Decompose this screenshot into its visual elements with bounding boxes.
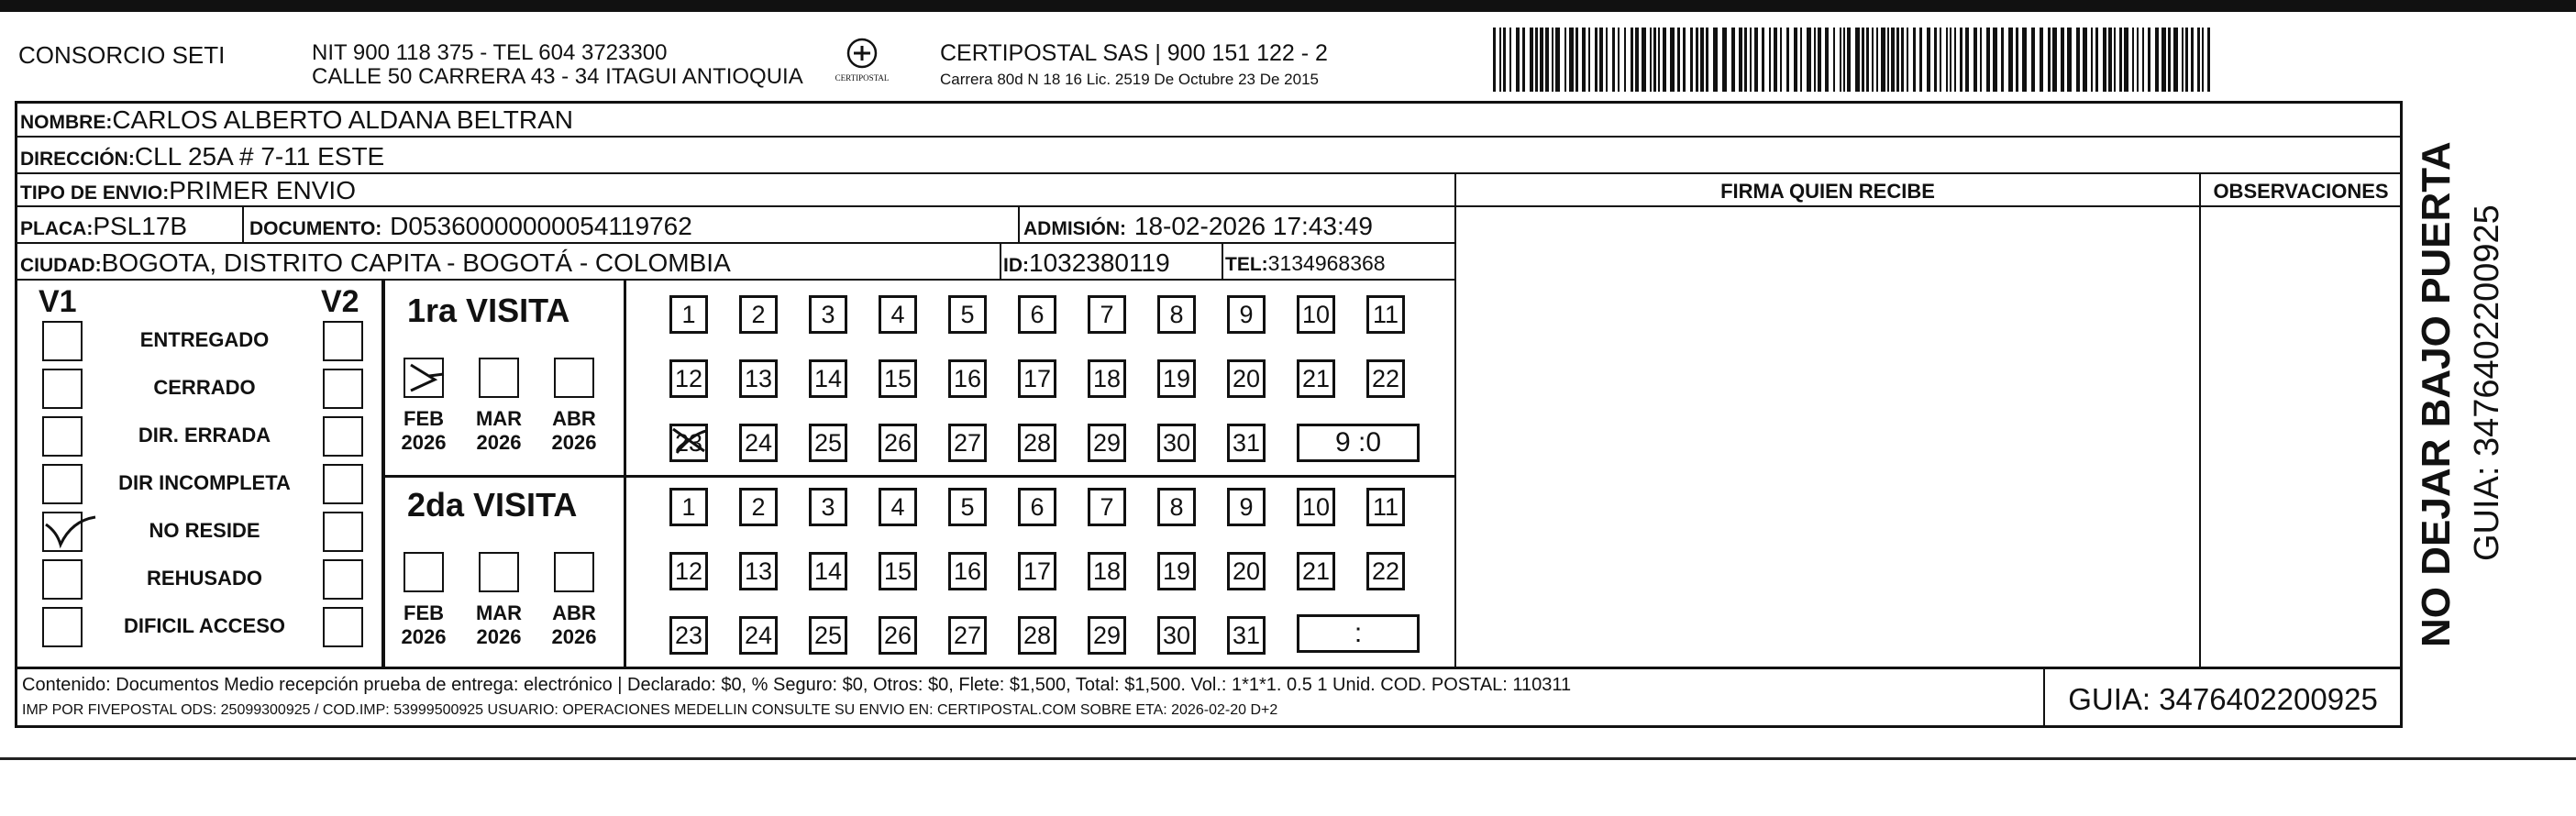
day-box[interactable]: 16 — [948, 552, 987, 590]
observations-header: OBSERVACIONES — [2213, 180, 2389, 203]
day-box[interactable]: 10 — [1297, 488, 1335, 526]
day-box[interactable]: 15 — [879, 359, 917, 398]
v2-label: V2 — [321, 284, 359, 319]
day-box[interactable]: 18 — [1088, 359, 1126, 398]
second-visit-title: 2da VISITA — [407, 486, 578, 524]
day-box[interactable]: 7 — [1088, 488, 1126, 526]
tipo-field: TIPO DE ENVIO:PRIMER ENVIO — [20, 176, 356, 204]
v2-checkbox[interactable] — [323, 607, 363, 647]
day-box[interactable]: 28 — [1018, 616, 1056, 655]
day-box[interactable]: 2 — [739, 488, 778, 526]
reason-label: REHUSADO — [147, 567, 262, 590]
footer-contenido: Contenido: Documentos Medio recepción prueba de entrega: electrónico | Declarado: $0, % Seguro: $0, Otros: $0, Flete: $1,500, Total: $1,500. Vol.: 1*1*1. 0.5 1 Unid. COD. POSTAL: 110311 — [22, 675, 1572, 695]
visits-divider-mid — [383, 475, 1456, 478]
v2-checkbox[interactable] — [323, 416, 363, 457]
day-box[interactable]: 7 — [1088, 295, 1126, 334]
observations-area[interactable] — [2199, 205, 2403, 669]
day-box[interactable]: 10 — [1297, 295, 1335, 334]
direccion-field: DIRECCIÓN:CLL 25A # 7-11 ESTE — [20, 142, 385, 171]
nombre-value: CARLOS ALBERTO ALDANA BELTRAN — [112, 105, 573, 134]
v1-checkbox[interactable] — [42, 464, 83, 504]
day-box[interactable]: 28 — [1018, 424, 1056, 462]
day-box[interactable]: 30 — [1157, 424, 1196, 462]
day-box[interactable]: 22 — [1366, 552, 1405, 590]
footer-imp: IMP POR FIVEPOSTAL ODS: 25099300925 / COD.IMP: 53999500925 USUARIO: OPERACIONES MEDELLIN CONSULTE SU ENVIO EN: CERTIPOSTAL.COM SOBRE ETA: 2026-02-20 D+2 — [22, 702, 1278, 718]
month-checkbox[interactable] — [404, 552, 444, 592]
day-box[interactable]: 31 — [1227, 616, 1266, 655]
documento-value: D05360000000054119762 — [390, 212, 692, 240]
month-label — [471, 407, 526, 455]
visits-divider-left — [381, 279, 385, 669]
month-checkbox[interactable] — [479, 358, 519, 398]
day-box[interactable]: 6 — [1018, 295, 1056, 334]
barcode — [1493, 28, 2216, 92]
month-name: ABR — [552, 601, 596, 624]
day-box[interactable]: 26 — [879, 616, 917, 655]
month-label — [547, 601, 602, 649]
month-year: 2026 — [401, 625, 447, 648]
day-box[interactable]: 31 — [1227, 424, 1266, 462]
day-box[interactable]: 16 — [948, 359, 987, 398]
reason-label: ENTREGADO — [139, 328, 270, 351]
month-name: FEB — [404, 407, 444, 430]
day-box[interactable]: 13 — [739, 552, 778, 590]
v2-checkbox[interactable] — [323, 512, 363, 552]
reason-label: DIFICIL ACCESO — [123, 614, 285, 637]
month-checkbox[interactable] — [479, 552, 519, 592]
day-box[interactable]: 6 — [1018, 488, 1056, 526]
day-box[interactable]: 25 — [809, 424, 847, 462]
month-checkbox[interactable] — [554, 552, 594, 592]
id-field: ID:1032380119 — [1003, 248, 1170, 277]
month-year: 2026 — [476, 431, 522, 454]
month-checkbox[interactable] — [554, 358, 594, 398]
side-warning: NO DEJAR BAJO PUERTA — [2414, 141, 2459, 647]
day-box[interactable]: 15 — [879, 552, 917, 590]
month-label — [396, 407, 451, 455]
month-name: ABR — [552, 407, 596, 430]
v1-checkbox[interactable] — [42, 369, 83, 409]
v2-checkbox[interactable] — [323, 369, 363, 409]
day-box[interactable]: 19 — [1157, 359, 1196, 398]
v1-checkbox[interactable] — [42, 559, 83, 600]
carrier-license: Carrera 80d N 18 16 Lic. 2519 De Octubre 23 De 2015 — [940, 71, 1319, 88]
day-box[interactable]: 30 — [1157, 616, 1196, 655]
day-box[interactable]: 11 — [1366, 488, 1405, 526]
day-box[interactable]: 25 — [809, 616, 847, 655]
v2-checkbox[interactable] — [323, 559, 363, 600]
day-box[interactable]: 29 — [1088, 424, 1126, 462]
reason-label: DIR. ERRADA — [138, 424, 271, 447]
month-year: 2026 — [476, 625, 522, 648]
feb-check-mark-icon — [404, 358, 449, 398]
day-box[interactable]: 18 — [1088, 552, 1126, 590]
month-label — [471, 601, 526, 649]
day-box[interactable]: 24 — [739, 424, 778, 462]
company-name: CONSORCIO SETI — [18, 41, 226, 69]
day-box[interactable]: 19 — [1157, 552, 1196, 590]
reason-label: DIR INCOMPLETA — [118, 471, 291, 494]
day-box[interactable]: 23 — [669, 616, 708, 655]
first-visit-title: 1ra VISITA — [407, 292, 570, 329]
day-box[interactable]: 21 — [1297, 359, 1335, 398]
day-box[interactable]: 8 — [1157, 488, 1196, 526]
certipostal-logo — [821, 35, 903, 92]
month-label — [396, 601, 451, 649]
id-value: 1032380119 — [1029, 248, 1170, 277]
day-box[interactable]: 8 — [1157, 295, 1196, 334]
month-name: MAR — [475, 407, 523, 430]
day-box[interactable]: 20 — [1227, 359, 1266, 398]
day-box[interactable]: 4 — [879, 488, 917, 526]
month-name: FEB — [404, 601, 444, 624]
day-box[interactable]: 14 — [809, 552, 847, 590]
day-scribble-icon — [668, 422, 712, 462]
day-box[interactable]: 11 — [1366, 295, 1405, 334]
ciudad-value: BOGOTA, DISTRITO CAPITA - BOGOTÁ - COLOMBIA — [101, 248, 731, 277]
visits-divider-days — [624, 279, 626, 669]
day-box[interactable]: 12 — [669, 552, 708, 590]
day-box[interactable]: 12 — [669, 359, 708, 398]
side-guia: GUIA: 3476402200925 — [2468, 204, 2506, 561]
check-mark-icon — [40, 508, 105, 554]
day-box[interactable]: 27 — [948, 424, 987, 462]
nombre-field: NOMBRE:CARLOS ALBERTO ALDANA BELTRAN — [20, 105, 573, 134]
company-address: CALLE 50 CARRERA 43 - 34 ITAGUI ANTIOQUIA — [312, 64, 803, 89]
carrier-name: CERTIPOSTAL SAS | 900 151 122 - 2 — [940, 40, 1328, 66]
month-year: 2026 — [401, 431, 447, 454]
company-nit-tel: NIT 900 118 375 - TEL 604 3723300 — [312, 40, 668, 65]
month-year: 2026 — [551, 625, 597, 648]
day-box[interactable]: 13 — [739, 359, 778, 398]
first-visit-time[interactable]: 9 :0 — [1297, 424, 1420, 462]
day-box[interactable]: 9 — [1227, 488, 1266, 526]
v1-label: V1 — [39, 284, 77, 319]
day-box[interactable]: 3 — [809, 295, 847, 334]
v1-checkbox[interactable] — [42, 416, 83, 457]
signature-area[interactable] — [1454, 205, 2201, 669]
day-box[interactable]: 24 — [739, 616, 778, 655]
reason-label: NO RESIDE — [149, 519, 260, 542]
day-box[interactable]: 26 — [879, 424, 917, 462]
v1-checkbox[interactable] — [42, 607, 83, 647]
day-box[interactable]: 17 — [1018, 552, 1056, 590]
day-box[interactable]: 14 — [809, 359, 847, 398]
day-box[interactable]: 1 — [669, 488, 708, 526]
day-box[interactable]: 17 — [1018, 359, 1056, 398]
day-box[interactable]: 9 — [1227, 295, 1266, 334]
day-box[interactable]: 22 — [1366, 359, 1405, 398]
bottom-rule — [0, 757, 2576, 760]
day-box[interactable]: 1 — [669, 295, 708, 334]
tipo-value: PRIMER ENVIO — [169, 176, 356, 204]
month-name: MAR — [475, 601, 523, 624]
admision-field: ADMISIÓN: 18-02-2026 17:43:49 — [1023, 212, 1373, 240]
v1-checkbox[interactable] — [42, 321, 83, 361]
day-box[interactable]: 5 — [948, 295, 987, 334]
day-box[interactable]: 2 — [739, 295, 778, 334]
day-box[interactable]: 23 — [669, 424, 708, 462]
placa-field: PLACA:PSL17B — [20, 212, 188, 240]
v2-checkbox[interactable] — [323, 321, 363, 361]
documento-field: DOCUMENTO: D05360000000054119762 — [249, 212, 692, 240]
day-box[interactable]: 21 — [1297, 552, 1335, 590]
day-box[interactable]: 20 — [1227, 552, 1266, 590]
month-label — [547, 407, 602, 455]
month-year: 2026 — [551, 431, 597, 454]
placa-value: PSL17B — [93, 212, 188, 240]
day-box[interactable]: 29 — [1088, 616, 1126, 655]
day-box[interactable]: 27 — [948, 616, 987, 655]
tel-field: TEL:3134968368 — [1225, 251, 1386, 275]
admision-value: 18-02-2026 17:43:49 — [1133, 212, 1373, 240]
ciudad-field: CIUDAD:BOGOTA, DISTRITO CAPITA - BOGOTÁ - COLOMBIA — [20, 248, 731, 277]
day-box[interactable]: 4 — [879, 295, 917, 334]
tel-value: 3134968368 — [1267, 251, 1386, 275]
footer-guia: GUIA: 3476402200925 — [2068, 682, 2378, 716]
second-visit-time[interactable]: : — [1297, 614, 1420, 653]
signature-header: FIRMA QUIEN RECIBE — [1720, 180, 1935, 203]
direccion-value: CLL 25A # 7-11 ESTE — [134, 142, 385, 171]
v2-checkbox[interactable] — [323, 464, 363, 504]
day-box[interactable]: 5 — [948, 488, 987, 526]
reason-label: CERRADO — [153, 376, 256, 399]
day-box[interactable]: 3 — [809, 488, 847, 526]
top-border — [0, 0, 2576, 12]
svg-text:CERTIPOSTAL: CERTIPOSTAL — [835, 73, 890, 83]
